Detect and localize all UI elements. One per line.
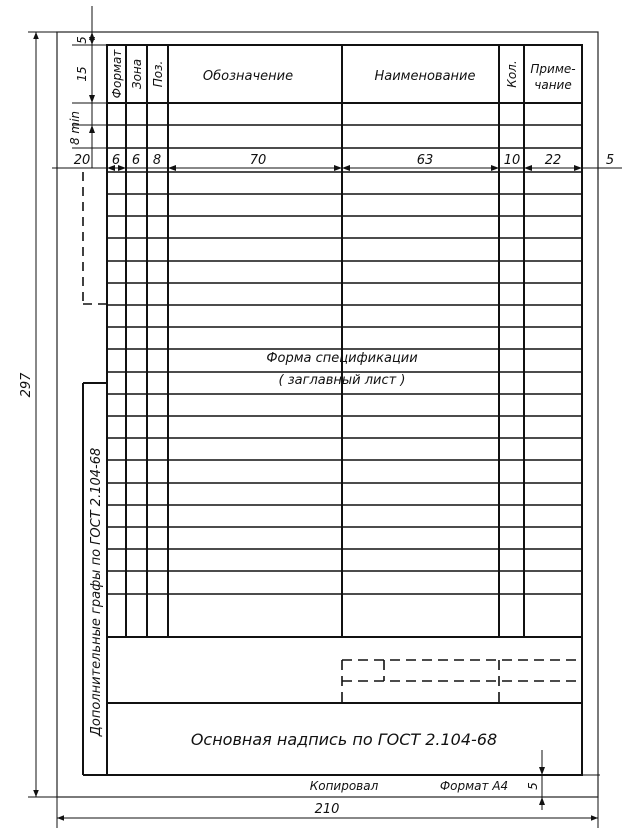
title-block-label: Основная надпись по ГОСТ 2.104-68: [190, 730, 498, 749]
dim-name-width: 63: [416, 153, 434, 168]
column-lines: [126, 45, 524, 637]
footer-format: Формат А4: [439, 779, 509, 793]
header-note-line1: Приме-: [530, 62, 576, 76]
dashed-title-extension: [342, 660, 582, 703]
header-note-line2: чание: [534, 78, 572, 92]
header-format: Формат: [110, 49, 124, 99]
dim-pos-width: 8: [152, 153, 162, 168]
header-name: Наименование: [374, 69, 476, 84]
dim-designation-width: 70: [249, 153, 267, 168]
dimension-lines: [28, 6, 622, 828]
dim-top-margin: 5: [75, 36, 89, 44]
dashed-left-bracket: [83, 172, 107, 304]
footer-copied: Копировал: [309, 779, 379, 793]
dim-left-margin: 20: [73, 153, 91, 168]
dim-qty-width: 10: [503, 153, 521, 168]
dim-sheet-height: 297: [19, 372, 34, 398]
dim-format-width: 6: [111, 153, 121, 168]
dim-sheet-width: 210: [314, 802, 340, 817]
dim-note-width: 22: [544, 153, 562, 168]
dim-header-height: 15: [75, 66, 89, 82]
header-pos: Поз.: [151, 60, 165, 88]
header-zone: Зона: [130, 58, 144, 90]
dim-bottom-margin: 5: [526, 782, 540, 790]
dim-row-height: 8 min: [68, 110, 82, 146]
header-qty: Кол.: [505, 60, 519, 88]
additional-columns-label: Дополнительные графы по ГОСТ 2.104-68: [89, 447, 104, 737]
sheet-border: [57, 32, 598, 797]
form-title: Форма спецификации: [266, 351, 418, 366]
dim-zone-width: 6: [131, 153, 141, 168]
form-subtitle: ( заглавный лист ): [278, 373, 406, 388]
dim-right-margin: 5: [605, 153, 615, 168]
header-designation: Обозначение: [202, 69, 294, 84]
